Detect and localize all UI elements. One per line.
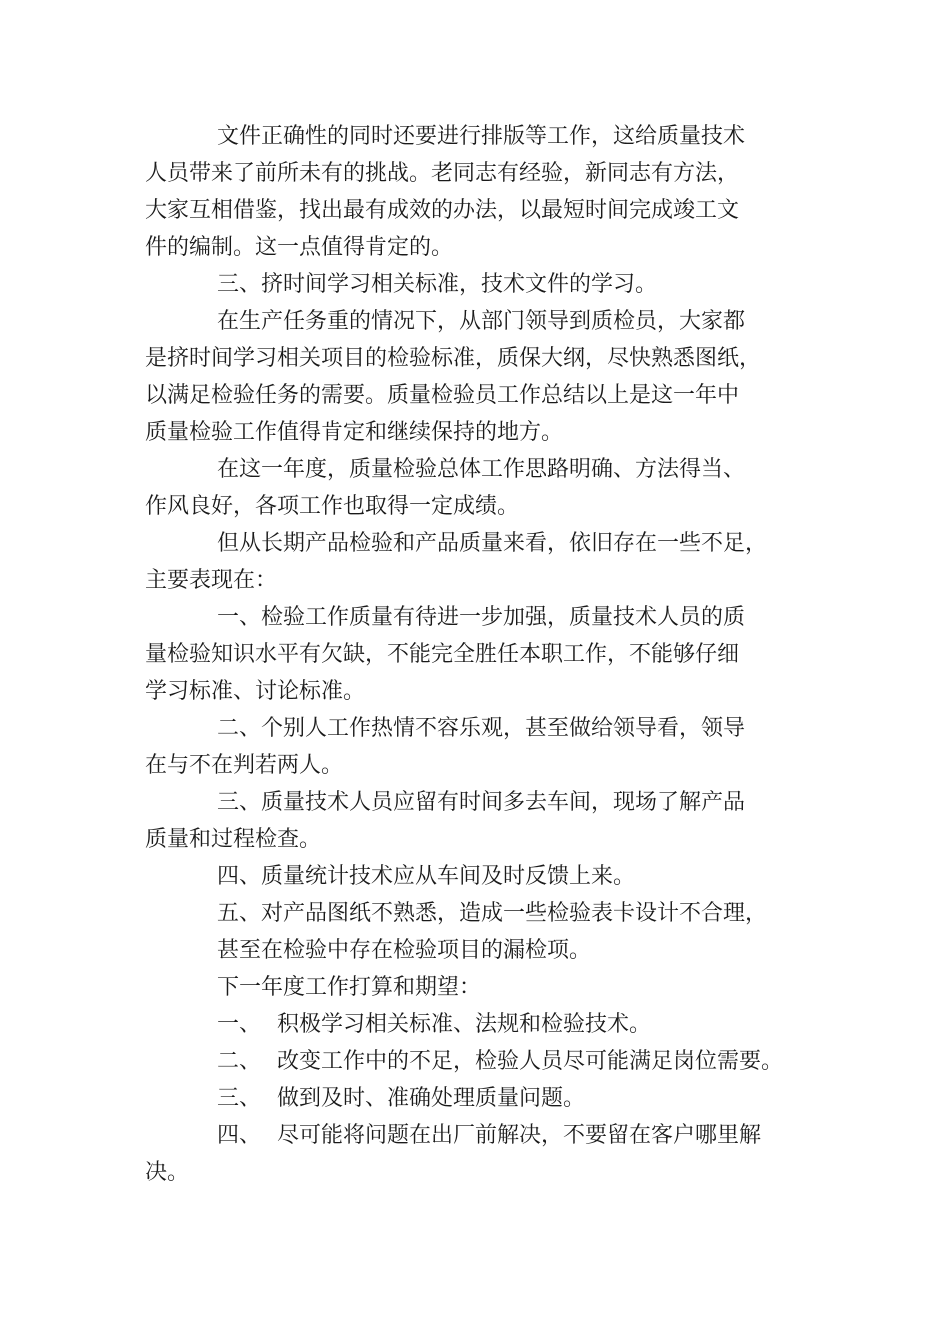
text-line: 甚至在检验中存在检验项目的漏检项。 [217, 938, 592, 963]
text-line: 量检验知识水平有欠缺，不能完全胜任本职工作，不能够仔细 [145, 642, 740, 667]
plan-number: 四、 [217, 1123, 262, 1148]
text-line: 在这一年度，质量检验总体工作思路明确、方法得当、 [217, 457, 746, 482]
plan-item [145, 1006, 825, 1043]
plan-item [145, 1117, 825, 1154]
text-line: 二、个别人工作热情不容乐观，甚至做给领导看，领导 [217, 716, 746, 741]
text-line: 文件正确性的同时还要进行排版等工作，这给质量技术 [217, 124, 746, 149]
text-line: 件的编制。这一点值得肯定的。 [145, 235, 454, 260]
text-line: 是挤时间学习相关项目的检验标准，质保大纲，尽快熟悉图纸， [145, 346, 762, 371]
text-line: 作风良好，各项工作也取得一定成绩。 [145, 494, 520, 519]
plan-item [145, 1080, 825, 1117]
text-line: 三、质量技术人员应留有时间多去车间，现场了解产品 [217, 790, 746, 815]
text-line: 一、检验工作质量有待进一步加强，质量技术人员的质 [217, 605, 746, 630]
plan-text: 尽可能将问题在出厂前解决，不要留在客户哪里解 [277, 1123, 762, 1148]
plans-heading: 下一年度工作打算和期望： [217, 975, 482, 1000]
plan-item [145, 1043, 825, 1080]
plan-text: 做到及时、准确处理质量问题。 [277, 1086, 586, 1111]
text-line: 决。 [145, 1160, 190, 1185]
text-line: 在生产任务重的情况下，从部门领导到质检员，大家都 [217, 309, 746, 334]
text-line: 五、对产品图纸不熟悉，造成一些检验表卡设计不合理， [217, 901, 768, 926]
document-body [145, 118, 825, 1191]
section-heading: 三、挤时间学习相关标准，技术文件的学习。 [217, 272, 658, 297]
plan-number: 一、 [217, 1012, 262, 1037]
plan-text: 改变工作中的不足，检验人员尽可能满足岗位需要。 [277, 1049, 784, 1074]
text-line: 质量和过程检查。 [145, 827, 322, 852]
text-line: 人员带来了前所未有的挑战。老同志有经验，新同志有方法， [145, 161, 740, 186]
text-line: 在与不在判若两人。 [145, 753, 344, 778]
text-line: 学习标准、讨论标准。 [145, 679, 366, 704]
plan-number: 三、 [217, 1086, 262, 1111]
text-line: 质量检验工作值得肯定和继续保持的地方。 [145, 420, 564, 445]
plan-number: 二、 [217, 1049, 262, 1074]
text-line: 大家互相借鉴，找出最有成效的办法，以最短时间完成竣工文 [145, 198, 740, 223]
text-line: 四、质量统计技术应从车间及时反馈上来。 [217, 864, 636, 889]
text-line: 但从长期产品检验和产品质量来看，依旧存在一些不足， [217, 531, 768, 556]
plan-text: 积极学习相关标准、法规和检验技术。 [277, 1012, 652, 1037]
text-line: 以满足检验任务的需要。质量检验员工作总结以上是这一年中 [145, 383, 740, 408]
text-line: 主要表现在： [145, 568, 278, 593]
